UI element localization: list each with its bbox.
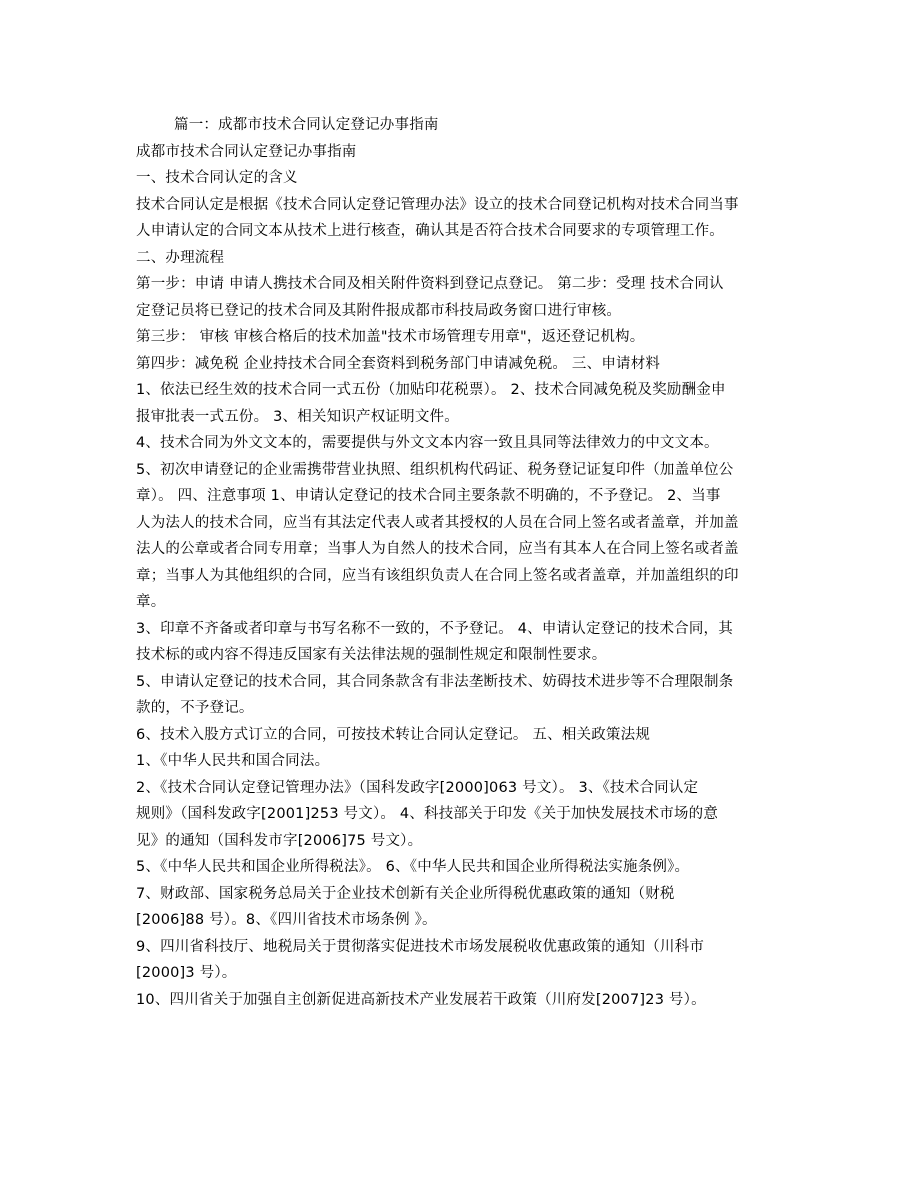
- paragraph-line: 章）。 四、注意事项 1、申请认定登记的技术合同主要条款不明确的，不予登记。 2、当事: [136, 488, 721, 504]
- paragraph-line: 7、财政部、国家税务总局关于企业技术创新有关企业所得税优惠政策的通知（财税: [136, 885, 675, 902]
- section-heading-2: 二、办理流程: [136, 249, 225, 266]
- paragraph-line: 5、初次申请登记的企业需携带营业执照、组织机构代码证、税务登记证复印件（加盖单位公: [136, 461, 734, 478]
- document-subtitle: 成都市技术合同认定登记办事指南: [136, 143, 357, 160]
- section-heading-1: 一、技术合同认定的含义: [136, 170, 298, 186]
- paragraph-line: 定登记员将已登记的技术合同及其附件报成都市科技局政务窗口进行审核。: [136, 302, 622, 319]
- paragraph-line: 第一步：申请 申请人携技术合同及相关附件资料到登记点登记。 第二步：受理 技术合同认: [136, 276, 724, 292]
- paragraph-line: 规则》（国科发政字[2001]253 号文）。 4、科技部关于印发《关于加快发展技术市场的意: [136, 806, 719, 822]
- paragraph-line: 见》的通知（国科发市字[2006]75 号文）。: [136, 832, 423, 849]
- paragraph-line: 技术合同认定是根据《技术合同认定登记管理办法》设立的技术合同登记机构对技术合同当事: [136, 196, 739, 213]
- paragraph-line: 6、技术入股方式订立的合同，可按技术转让合同认定登记。 五、相关政策法规: [136, 726, 651, 743]
- paragraph-line: 章；当事人为其他组织的合同，应当有该组织负责人在合同上签名或者盖章，并加盖组织的印: [136, 567, 739, 584]
- paragraph-line: 3、印章不齐备或者印章与书写名称不一致的，不予登记。 4、申请认定登记的技术合同，其: [136, 620, 733, 637]
- paragraph-line: 第四步：减免税 企业持技术合同全套资料到税务部门申请减免税。 三、申请材料: [136, 355, 661, 372]
- paragraph-line: 1、依法已经生效的技术合同一式五份（加贴印花税票）。 2、技术合同减免税及奖励酬金申: [136, 382, 726, 398]
- paragraph-line: 人为法人的技术合同，应当有其法定代表人或者其授权的人员在合同上签名或者盖章，并加盖: [136, 514, 739, 531]
- paragraph-line: 第三步： 审核 审核合格后的技术加盖"技术市场管理专用章"，返还登记机构。: [136, 329, 645, 345]
- paragraph-line: 款的，不予登记。: [136, 700, 254, 716]
- paragraph-line: 4、技术合同为外文文本的，需要提供与外文文本内容一致且具同等法律效力的中文文本。: [136, 435, 719, 451]
- document-title: 篇一：成都市技术合同认定登记办事指南: [174, 117, 439, 133]
- paragraph-line: 10、四川省关于加强自主创新促进高新技术产业发展若干政策（川府发[2007]23 号）。: [136, 991, 706, 1008]
- paragraph-line: 1、《中华人民共和国合同法。: [136, 753, 330, 769]
- paragraph-line: 5、申请认定登记的技术合同，其合同条款含有非法垄断技术、妨碍技术进步等不合理限制条: [136, 673, 734, 690]
- paragraph-line: 章。: [136, 594, 166, 610]
- paragraph-line: 9、四川省科技厅、地税局关于贯彻落实促进技术市场发展税收优惠政策的通知（川科市: [136, 938, 705, 955]
- document-body: [136, 112, 786, 1013]
- paragraph-line: 法人的公章或者合同专用章；当事人为自然人的技术合同，应当有其本人在合同上签名或者盖: [136, 541, 739, 557]
- paragraph-line: 技术标的或内容不得违反国家有关法律法规的强制性规定和限制性要求。: [136, 647, 607, 663]
- paragraph-line: 人申请认定的合同文本从技术上进行核查，确认其是否符合技术合同要求的专项管理工作。: [136, 223, 724, 239]
- paragraph-line: 报审批表一式五份。 3、相关知识产权证明文件。: [136, 408, 459, 425]
- paragraph-line: [2006]88 号）。8、《四川省技术市场条例 》。: [136, 912, 437, 928]
- paragraph-line: [2000]3 号）。: [136, 965, 237, 981]
- paragraph-line: 5、《中华人民共和国企业所得税法》。 6、《中华人民共和国企业所得税法实施条例》。: [136, 859, 690, 875]
- paragraph-line: 2、《技术合同认定登记管理办法》（国科发政字[2000]063 号文）。 3、《技术合同认定: [136, 779, 699, 796]
